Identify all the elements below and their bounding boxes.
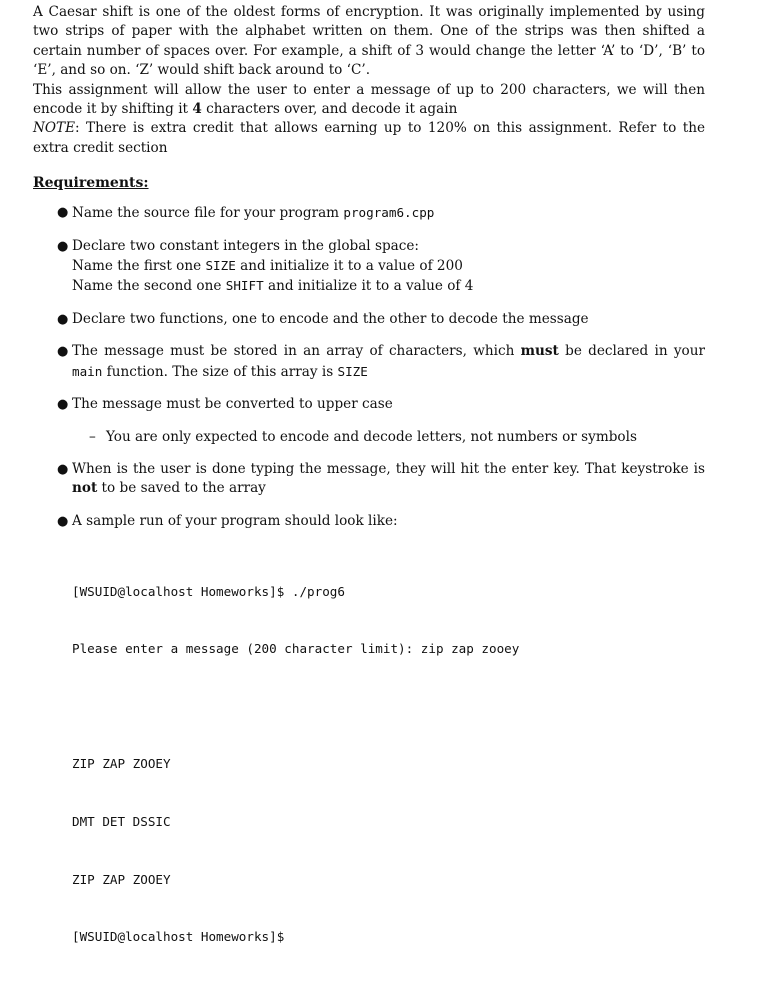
sample-run-code-block [72,543,705,985]
intro-text: A Caesar shift is one of the oldest forms of encryption. It was originally implemented by using two strips of paper with the alphabet written on them. One of the strips was then shifted a certain number of spaces over. For example, a shift of 3 would change the letter ‘A’ to ‘D’, ‘B’ to ‘E’, and so on. ‘Z’ would shift back around to ‘C’. [33,4,705,79]
requirement-text: and initialize it to a value of 4 [263,278,474,295]
requirement-item-source-file [33,203,705,223]
requirement-item-enter-key [33,460,705,499]
requirement-item-functions [33,310,705,329]
code-line: DMT DET DSSIC [72,813,171,829]
bullet-icon: ● [57,397,69,413]
requirement-item-uppercase [33,395,705,447]
requirement-text: The message must be stored in an array of characters, which [72,343,521,360]
bullet-icon: ● [57,461,69,477]
sub-requirement-text: You are only expected to encode and decode letters, not numbers or symbols [106,428,637,445]
requirement-text: and initialize it to a value of 200 [235,258,463,275]
requirement-text: to be saved to the array [97,480,266,497]
requirement-item-array [33,342,705,382]
requirements-heading: Requirements: [33,175,149,192]
code-line: [WSUID@localhost Homeworks]$ [72,929,285,945]
note-label: NOTE [33,120,76,137]
requirement-text: be declared in your [558,343,705,360]
shift-value: 4 [192,101,202,118]
assignment-text-end: characters over, and decode it again [201,101,458,118]
requirement-text: The message must be converted to upper case [72,396,393,413]
shift-constant-code: SHIFT [225,278,264,294]
code-line: ZIP ZAP ZOOEY [72,871,171,887]
requirement-item-sample-run [33,512,705,985]
not-emphasis: not [72,480,98,497]
note-text: : There is extra credit that allows earning up to 120% on this assignment. Refer to the extra credit section [33,120,705,156]
sub-requirement-item [72,428,705,447]
bullet-icon: ● [57,513,69,529]
size-constant-code: SIZE [205,258,236,274]
note-paragraph [33,119,705,158]
requirement-text: Name the second one [72,278,226,295]
intro-paragraph [33,3,705,81]
bullet-icon: ● [57,238,69,254]
bullet-icon: ● [57,205,69,221]
requirement-text: Declare two constant integers in the global space: [72,237,419,254]
code-line: Please enter a message (200 character limit): zip zap zooey [72,641,520,657]
file-name-code: program6.cpp [343,205,435,221]
code-line: ZIP ZAP ZOOEY [72,756,171,772]
code-line [72,697,705,716]
requirement-text: A sample run of your program should look like: [72,512,398,529]
dash-icon: – [89,428,96,445]
requirement-text: Name the first one [72,258,206,275]
requirement-text: Declare two functions, one to encode and the other to decode the message [72,310,589,327]
code-line: [WSUID@localhost Homeworks]$ ./prog6 [72,583,345,599]
requirement-item-constants [33,237,705,297]
must-emphasis: must [520,343,559,360]
main-code: main [72,363,103,379]
size-code: SIZE [337,363,368,379]
requirements-list [33,203,705,984]
assignment-document [33,3,705,998]
requirement-text: function. The size of this array is [102,363,338,380]
assignment-text: This assignment will allow the user to enter a message of up to 200 characters, we will then encode it by shifting it [33,81,705,118]
requirement-text: Name the source file for your program [72,205,344,222]
assignment-paragraph [33,81,705,120]
bullet-icon: ● [57,311,69,327]
bullet-icon: ● [57,344,69,360]
requirement-text: When is the user is done typing the message, they will hit the enter key. That keystroke is [72,460,705,477]
